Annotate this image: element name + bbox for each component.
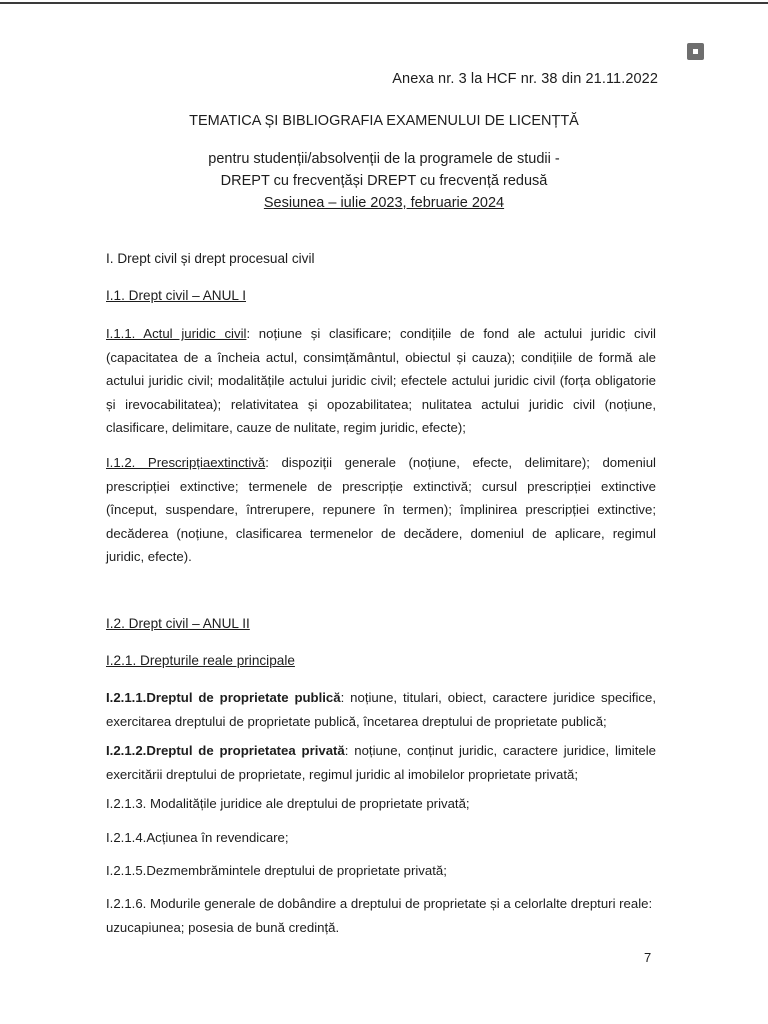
paragraph-label: I.1.1. Actul juridic civil: [106, 326, 247, 341]
session-line: Sesiunea – iulie 2023, februarie 2024: [263, 195, 505, 211]
paragraph-1-1-2: [106, 451, 656, 569]
paragraph-1-2-1-1: [106, 686, 656, 733]
paragraph-1-1-1: [106, 322, 656, 440]
subtitle-line-2: DREPT cu frecvențăși DREPT cu frecvență redusă: [220, 173, 548, 189]
paragraph-text: : noțiune și clasificare; condițiile de fond ale actului juridic civil (capacitatea de a încheia actul, consimțământul, obiectul și cauza); condițiile de formă ale actului juridic civil; modalitățile actului juridic civil; efectele actului juridic civil (forța obligatorie și irevocabilitatea); relativitatea și opozabilitatea; nulitatea actului juridic civil (noțiune, clasificare, delimitare, cauze de nulitate, regim juridic, efecte);: [106, 326, 656, 436]
paragraph-text: : uzucapiunea; posesia de bună credință.: [106, 896, 653, 935]
paragraph-1-2-1-6: [106, 892, 656, 939]
section-heading-1: I. Drept civil și drept procesual civil: [106, 251, 315, 266]
list-item-1-2-1-3: I.2.1.3. Modalitățile juridice ale dreptului de proprietate privată;: [106, 796, 470, 811]
list-item-1-2-1-4: I.2.1.4.Acțiunea în revendicare;: [106, 830, 289, 845]
paragraph-label: I.1.2. Prescripțiaextinctivă: [106, 455, 266, 470]
annex-reference: Anexa nr. 3 la HCF nr. 38 din 21.11.2022: [392, 71, 658, 87]
scan-top-edge: [0, 2, 768, 4]
paragraph-label: I.2.1.1.Dreptul de proprietate publică: [106, 690, 341, 705]
subsection-heading-1-1: I.1. Drept civil – ANUL I: [106, 288, 247, 303]
subsection-heading-1-2-1: I.2.1. Drepturile reale principale: [106, 653, 295, 668]
document-title: TEMATICA ȘI BIBLIOGRAFIA EXAMENULUI DE LICENȚTĂ: [189, 113, 579, 129]
paragraph-1-2-1-2: [106, 739, 656, 786]
paragraph-label: I.2.1.2.Dreptul de proprietatea privată: [106, 743, 345, 758]
paragraph-label: I.2.1.6. Modurile generale de dobândire a dreptului de proprietate și a celorlalte drepturi reale: [106, 896, 649, 911]
page-number: 7: [644, 950, 652, 965]
paragraph-text: : noțiune, titulari, obiect, caractere juridice specifice, exercitarea dreptului de proprietate publică, încetarea dreptului de proprietate publică;: [106, 690, 656, 729]
subtitle-line-1: pentru studenții/absolvenții de la programele de studii -: [208, 151, 560, 167]
document-corner-mark: [687, 43, 704, 60]
paragraph-text: : noțiune, conținut juridic, caractere juridice, limitele exercitării dreptului de proprietate, regimul juridic al imobilelor proprietate privată;: [106, 743, 656, 782]
list-item-1-2-1-5: I.2.1.5.Dezmembrămintele dreptului de proprietate privată;: [106, 863, 447, 878]
paragraph-text: : dispoziții generale (noțiune, efecte, delimitare); domeniul prescripției extinctive; termenele de prescripție extinctivă; cursul prescripției extinctive (început, suspendare, întrerupere, repunere în termen); împlinirea prescripției extinctive; decăderea (noțiune, clasificarea termenelor de decădere, domeniul de aplicare, regimul juridic, efecte).: [106, 455, 656, 565]
subsection-heading-1-2: I.2. Drept civil – ANUL II: [106, 616, 250, 631]
